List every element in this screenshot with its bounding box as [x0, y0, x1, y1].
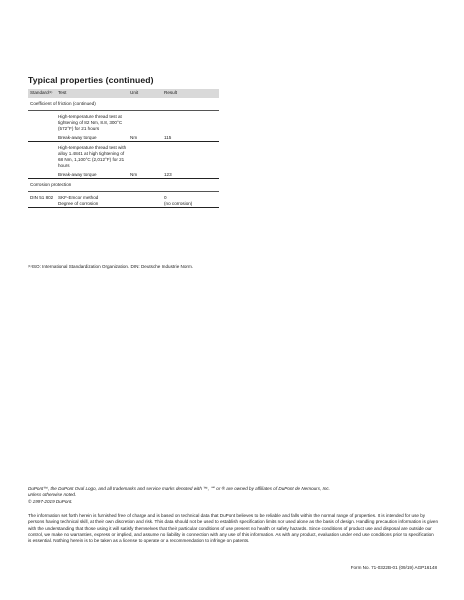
cell-result-line: 0 [164, 194, 167, 200]
table-row [28, 192, 219, 208]
trademark-notice [28, 486, 436, 505]
header-test: Test [58, 89, 130, 98]
footnote-marker: (1) [28, 264, 32, 268]
cell-test: High-temperature thread test with alloy 1.4841 at high tightening of 68 Nm, 1,100°C (2,012°F) for 21 hours [58, 144, 127, 169]
disclaimer-text: The information set forth herein is furnished free of charge and is based on technical data that DuPont believes to be reliable and falls within the normal range of properties. It is intended for use by persons having technical skill, at their own discretion and risk. This data should not be used to establish specification limits nor used alone as the basis of design. Handling precaution information is given with the understanding that those using it will satisfy themselves that their particular conditions of use present no health or safety hazards. Since conditions of product use and disposal are outside our control, we make no warranties, express or implied, and assume no liability in connection with any use of this information. As with any product, evaluation under end use conditions prior to specification is essential. Nothing herein is to be taken as a license to operate or a recommendation to infringe on patents. [28, 513, 439, 544]
section-title: Typical properties (continued) [28, 75, 154, 85]
header-standard-footnote-marker: (1) [48, 90, 53, 94]
table-header-row [28, 89, 219, 98]
cell-test: High-temperature thread test at tightening of 82 Nm, 8.8, 300°C (572°F) for 21 hours [58, 113, 123, 132]
table-footnote [28, 264, 223, 270]
table-row [28, 111, 219, 133]
cell-result [164, 192, 219, 208]
table-row [28, 132, 219, 141]
group-friction-title: Coefficient of friction [30, 101, 72, 106]
cell-test [58, 192, 130, 208]
form-number: Form No. 71-0322B-01 (09/19) AGP16148 [350, 565, 437, 570]
trademark-line: unless otherwise noted. [28, 492, 77, 498]
group-row-friction [28, 98, 219, 111]
cell-test-line: Degree of corrosion [58, 200, 99, 206]
group-label-corrosion: Corrosion protection [28, 179, 219, 192]
cell-unit: Nm [130, 132, 164, 141]
group-friction-suffix: (continued) [71, 101, 96, 106]
copyright-line: © 1997-2019 DuPont. [28, 498, 73, 504]
cell-test: Break-away torque [58, 132, 130, 141]
cell-result: 115 [164, 132, 219, 141]
header-result: Result [164, 89, 219, 98]
group-row-corrosion [28, 179, 219, 192]
cell-standard: DIN 51 802 [28, 192, 58, 208]
typical-properties-table [28, 89, 219, 208]
header-standard [28, 89, 58, 98]
group-label-friction [28, 98, 219, 111]
table-row [28, 142, 219, 170]
header-standard-label: Standard [30, 90, 49, 95]
cell-test: Break-away torque [58, 169, 130, 178]
cell-unit: Nm [130, 169, 164, 178]
table-row [28, 169, 219, 178]
header-unit: Unit [130, 89, 164, 98]
cell-result: 123 [164, 169, 219, 178]
footnote-text: ISO: International Standardization Organization. DIN: Deutsche Industrie Norm. [31, 264, 194, 269]
cell-result-line: (no corrosion) [164, 200, 193, 206]
cell-test-line: SKF-Emcor method [58, 194, 99, 200]
trademark-line: DuPont™, the DuPont Oval Logo, and all trademarks and service marks denoted with ™, ℠ or ® are owned by affiliates of DuPont de Nemours, Inc. [28, 486, 330, 491]
